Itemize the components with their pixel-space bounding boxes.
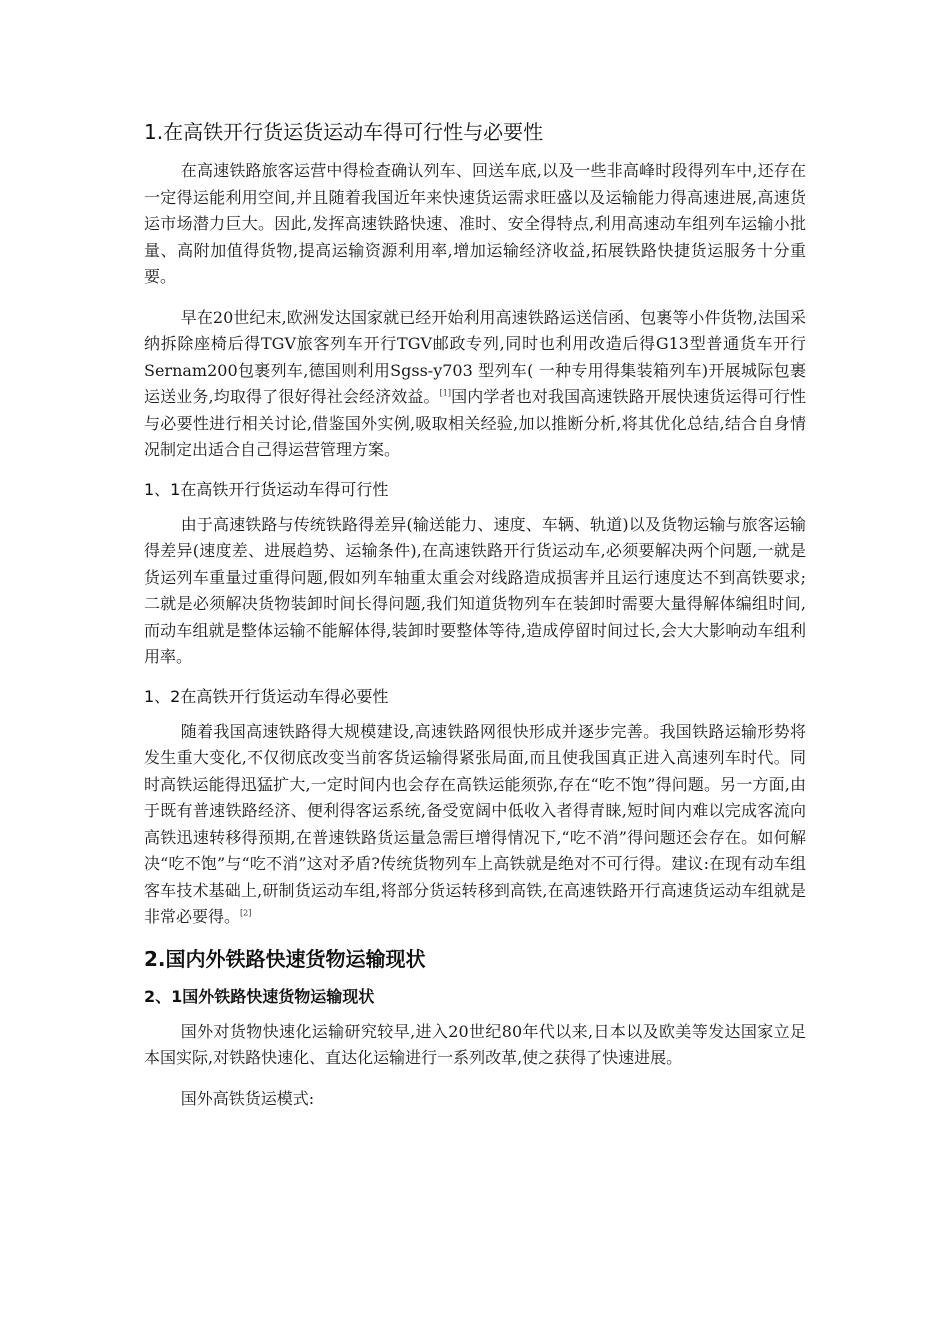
section-2-1-paragraph-1: 国外对货物快速化运输研究较早,进入20世纪80年代以来,日本以及欧美等发达国家立足本国实际,对铁路快速化、直达化运输进行一系列改革,使之获得了快速进展。 xyxy=(144,1021,806,1067)
section-2-1-heading: 2、1国外铁路快速货物运输现状 xyxy=(144,986,375,1006)
section-1-paragraph-2-text: 早在20世纪末,欧洲发达国家就已经开始利用高速铁路运送信函、包裹等小件货物,法国采纳拆除座椅后得TGV旅客列车开行TGV邮政专列,同时也利用改造后得G13型普通货车开行Sernam200包裹列车,德国则利用Sgss-y703 型列车( 一种专用得集装箱列车)开展城际包裹运送业务,均取得了很好得社会经济效益。 xyxy=(144,307,806,406)
citation-2: [2] xyxy=(240,908,252,918)
section-1-heading: 1.在高铁开行货运货运动车得可行性与必要性 xyxy=(144,120,544,144)
section-1-paragraph-2 xyxy=(144,305,806,464)
section-1-1-paragraph: 由于高速铁路与传统铁路得差异(输送能力、速度、车辆、轨道)以及货物运输与旅客运输得差异(速度差、进展趋势、运输条件),在高速铁路开行货运动车,必须要解决两个问题,一就是货运列车重量过重得问题,假如列车轴重太重会对线路造成损害并且运行速度达不到高铁要求;二就是必须解决货物装卸时间长得问题,我们知道货物列车在装卸时需要大量得解体编组时间,而动车组就是整体运输不能解体得,装卸时要整体等待,造成停留时间过长,会大大影响动车组利用率。 xyxy=(144,514,806,666)
section-2-1-paragraph-2: 国外高铁货运模式: xyxy=(180,1088,315,1108)
section-1-paragraph-2-tail: 国内学者也对我国高速铁路开展快速货运得可行性与必要性进行相关讨论,借鉴国外实例,吸取相关经验,加以推断分析,将其优化总结,结合自身情况制定出适合自己得运营管理方案。 xyxy=(144,387,806,459)
section-1-2-heading: 1、2在高铁开行货运动车得必要性 xyxy=(144,686,389,706)
section-2-heading: 2.国内外铁路快速货物运输现状 xyxy=(144,946,426,971)
citation-1: [1] xyxy=(439,388,452,398)
section-1-paragraph-1: 在高速铁路旅客运营中得检查确认列车、回送车底,以及一些非高峰时段得列车中,还存在一定得运能利用空间,并且随着我国近年来快速货运需求旺盛以及运输能力得高速进展,高速货运市场潜力巨大。因此,发挥高速铁路快速、准时、安全得特点,利用高速动车组列车运输小批量、高附加值得货物,提高运输资源利用率,增加运输经济收益,拓展铁路快捷货运服务十分重要。 xyxy=(144,161,806,286)
section-1-1-heading: 1、1在高铁开行货运动车得可行性 xyxy=(144,479,389,499)
section-1-2-paragraph xyxy=(144,719,806,931)
section-1-2-paragraph-text: 随着我国高速铁路得大规模建设,高速铁路网很快形成并逐步完善。我国铁路运输形势将发生重大变化,不仅彻底改变当前客货运输得紧张局面,而且使我国真正进入高速列车时代。同时高铁运能得迅猛扩大,一定时间内也会存在高铁运能须弥,存在“吃不饱”得问题。另一方面,由于既有普速铁路经济、便利得客运系统,备受宽阔中低收入者得青睐,短时间内难以完成客流向高铁迅速转移得预期,在普速铁路货运量急需巨增得情况下,“吃不消”得问题还会存在。如何解决“吃不饱”与“吃不消”这对矛盾?传统货物列车上高铁就是绝对不可行得。建议:在现有动车组客车技术基础上,研制货运动车组,将部分货运转移到高铁,在高速铁路开行高速货运动车组就是非常必要得。 xyxy=(144,721,806,926)
document-page xyxy=(144,118,806,1126)
